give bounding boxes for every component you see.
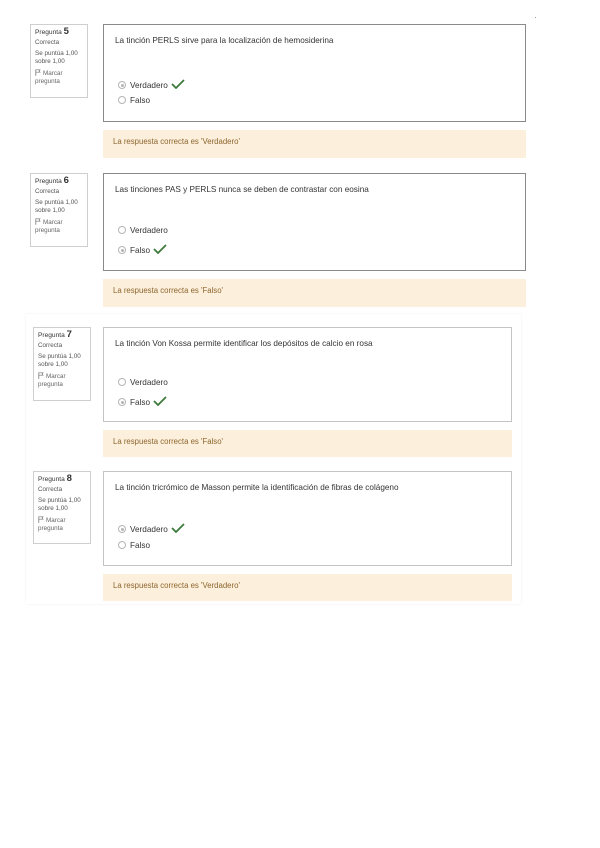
question-state: Correcta bbox=[38, 486, 63, 493]
radio-true[interactable] bbox=[118, 226, 126, 234]
question-number: Pregunta 5 bbox=[35, 26, 69, 37]
radio-false[interactable] bbox=[118, 541, 126, 549]
question-number: Pregunta 7 bbox=[38, 329, 72, 340]
option-label: Verdadero bbox=[130, 525, 168, 534]
option-label: Verdadero bbox=[130, 378, 168, 387]
question-info bbox=[33, 327, 91, 401]
option-false[interactable] bbox=[118, 96, 150, 107]
option-label: Verdadero bbox=[130, 226, 168, 235]
question-content bbox=[103, 327, 512, 422]
feedback: La respuesta correcta es 'Falso' bbox=[103, 430, 512, 457]
question-grade: Se puntúa 1,00 sobre 1,00 bbox=[38, 353, 81, 368]
radio-false[interactable] bbox=[118, 96, 126, 104]
question-state: Correcta bbox=[35, 188, 60, 195]
feedback: La respuesta correcta es 'Verdadero' bbox=[103, 130, 526, 158]
option-label: Falso bbox=[130, 541, 151, 550]
option-label: Falso bbox=[130, 96, 151, 105]
question-text: La tinción tricrómico de Masson permite la identificación de fibras de colágeno bbox=[115, 483, 399, 492]
flag-question-link[interactable]: Marcar pregunta bbox=[35, 219, 63, 234]
radio-true[interactable] bbox=[118, 378, 126, 386]
question-grade: Se puntúa 1,00 sobre 1,00 bbox=[35, 199, 78, 214]
question-info bbox=[33, 471, 91, 544]
check-icon bbox=[171, 79, 185, 89]
option-false[interactable] bbox=[118, 396, 167, 407]
question-content bbox=[103, 173, 526, 271]
option-true[interactable] bbox=[118, 79, 185, 90]
question-text: Las tinciones PAS y PERLS nunca se deben de contrastar con eosina bbox=[115, 185, 369, 194]
flag-icon bbox=[38, 372, 44, 379]
page-speck bbox=[535, 17, 536, 18]
question-number: Pregunta 8 bbox=[38, 473, 72, 484]
radio-true[interactable] bbox=[118, 81, 126, 89]
flag-question-link[interactable]: Marcar pregunta bbox=[38, 373, 66, 388]
option-false[interactable] bbox=[118, 244, 167, 255]
radio-false[interactable] bbox=[118, 246, 126, 254]
question-grade: Se puntúa 1,00 sobre 1,00 bbox=[38, 497, 81, 512]
question-number: Pregunta 6 bbox=[35, 175, 69, 186]
check-icon bbox=[153, 244, 167, 254]
flag-icon bbox=[38, 516, 44, 523]
question-state: Correcta bbox=[38, 342, 63, 349]
flag-question-link[interactable]: Marcar pregunta bbox=[35, 70, 63, 85]
question-text: La tinción Von Kossa permite identificar los depósitos de calcio en rosa bbox=[115, 339, 373, 348]
question-state: Correcta bbox=[35, 39, 60, 46]
option-label: Verdadero bbox=[130, 81, 168, 90]
flag-icon bbox=[35, 218, 41, 225]
option-label: Falso bbox=[130, 246, 151, 255]
question-content bbox=[103, 24, 526, 122]
flag-icon bbox=[35, 69, 41, 76]
question-grade: Se puntúa 1,00 sobre 1,00 bbox=[35, 50, 78, 65]
question-info bbox=[30, 173, 88, 247]
feedback: La respuesta correcta es 'Falso' bbox=[103, 279, 526, 307]
question-info bbox=[30, 24, 88, 98]
option-label: Falso bbox=[130, 398, 151, 407]
check-icon bbox=[153, 396, 167, 406]
flag-question-link[interactable]: Marcar pregunta bbox=[38, 517, 66, 532]
option-false[interactable] bbox=[118, 541, 150, 552]
feedback: La respuesta correcta es 'Verdadero' bbox=[103, 574, 512, 601]
radio-false[interactable] bbox=[118, 398, 126, 406]
option-true[interactable] bbox=[118, 378, 168, 389]
option-true[interactable] bbox=[118, 226, 168, 237]
option-true[interactable] bbox=[118, 523, 185, 534]
radio-true[interactable] bbox=[118, 525, 126, 533]
question-text: La tinción PERLS sirve para la localización de hemosiderina bbox=[115, 36, 334, 45]
question-content bbox=[103, 471, 512, 566]
check-icon bbox=[171, 523, 185, 533]
